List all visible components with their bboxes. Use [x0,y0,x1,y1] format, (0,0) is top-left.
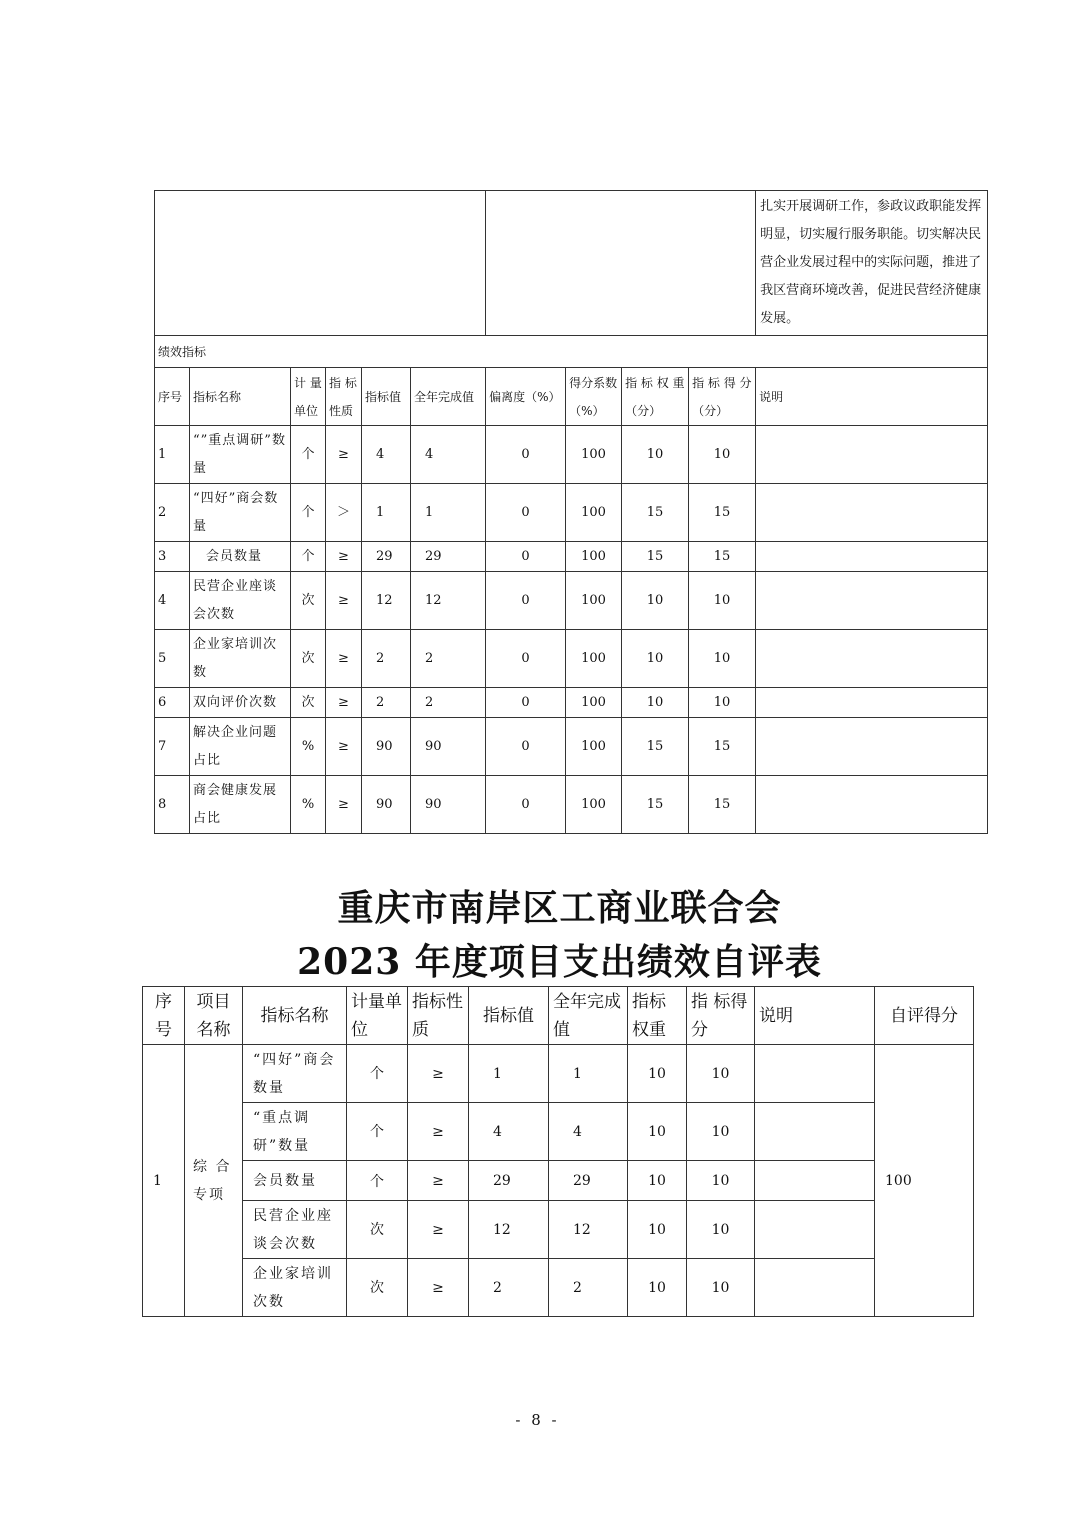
cell-score: 15 [689,718,756,776]
col-header-no: 序号 [155,368,190,426]
cell-actual: 4 [411,426,486,484]
cell-nature: ≥ [326,542,362,572]
cell-score: 15 [689,776,756,834]
cell-nature: ≥ [408,1161,469,1201]
table-row [155,776,988,834]
cell-name: 解决企业问题占比 [190,718,291,776]
cell-actual: 29 [411,542,486,572]
cell-target: 29 [469,1161,549,1201]
col-header-note: 说明 [756,368,988,426]
table-body [155,426,988,834]
page-number: - 8 - [515,1411,560,1429]
cell-dev: 0 [486,630,566,688]
cell-weight: 15 [622,776,689,834]
cell-weight: 10 [628,1161,687,1201]
table-header-row [143,987,974,1045]
cell-dev: 0 [486,718,566,776]
cell-nature: ≥ [326,718,362,776]
cell-note [756,484,988,542]
cell-target: 2 [469,1259,549,1317]
cell-no: 2 [155,484,190,542]
cell-unit: % [291,718,326,776]
cell-nature: ＞ [326,484,362,542]
cell-target: 4 [469,1103,549,1161]
cell-note [756,630,988,688]
cell-target: 12 [469,1201,549,1259]
cell-name: 双向评价次数 [190,688,291,718]
cell-name: “四好”商会数量 [243,1045,347,1103]
table-row [155,572,988,630]
report-title-line1: 重庆市南岸区工商业联合会 [337,887,782,929]
table-row [143,1103,974,1161]
col-header-actual: 全年完成值 [549,987,628,1045]
table-header-row [155,368,988,426]
cell-name: 民营企业座谈会次数 [243,1201,347,1259]
col-header-unit: 计 量单位 [291,368,326,426]
col-header-unit: 计量单位 [347,987,408,1045]
cell-score: 10 [687,1201,755,1259]
cell-note [756,572,988,630]
cell-unit: 个 [291,542,326,572]
cell-actual: 2 [411,630,486,688]
cell-unit: 个 [347,1045,408,1103]
cell-unit: 次 [291,572,326,630]
empty-cell [155,191,486,336]
cell-note [755,1045,875,1103]
cell-score: 10 [689,426,756,484]
cell-actual: 12 [549,1201,628,1259]
cell-actual: 90 [411,718,486,776]
cell-coef: 100 [566,484,622,542]
col-header-score: 指 标 得 分（分） [689,368,756,426]
cell-weight: 10 [628,1201,687,1259]
cell-note [755,1161,875,1201]
cell-score: 10 [689,688,756,718]
cell-score: 15 [689,542,756,572]
cell-target: 2 [362,630,411,688]
cell-unit: 个 [291,484,326,542]
cell-weight: 10 [622,630,689,688]
cell-no: 4 [155,572,190,630]
cell-target: 12 [362,572,411,630]
cell-score: 10 [687,1045,755,1103]
cell-unit: 个 [347,1103,408,1161]
col-header-actual: 全年完成值 [411,368,486,426]
cell-coef: 100 [566,718,622,776]
cell-name: 企业家培训次数 [243,1259,347,1317]
cell-coef: 100 [566,426,622,484]
cell-score: 10 [687,1161,755,1201]
table-row [155,542,988,572]
cell-coef: 100 [566,572,622,630]
col-header-score: 指 标得分 [687,987,755,1045]
cell-no: 8 [155,776,190,834]
col-header-coefficient: 得分系数（%） [566,368,622,426]
summary-text-cell: 扎实开展调研工作，参政议政职能发挥明显，切实履行服务职能。切实解决民营企业发展过程中的实际问题，推进了我区营商环境改善，促进民营经济健康发展。 [756,191,988,336]
cell-nature: ≥ [326,688,362,718]
cell-score: 10 [689,572,756,630]
cell-target: 90 [362,718,411,776]
table-row [155,426,988,484]
section-label: 绩效指标 [155,336,988,368]
cell-name: “四好”商会数量 [190,484,291,542]
cell-note [756,542,988,572]
cell-unit: % [291,776,326,834]
cell-weight: 10 [628,1045,687,1103]
empty-cell [486,191,756,336]
cell-dev: 0 [486,542,566,572]
cell-dev: 0 [486,572,566,630]
cell-actual: 4 [549,1103,628,1161]
cell-weight: 10 [628,1103,687,1161]
col-header-target: 指标值 [362,368,411,426]
cell-no: 1 [155,426,190,484]
table-row [155,630,988,688]
table-row [143,1161,974,1201]
cell-score: 10 [687,1103,755,1161]
col-header-project: 项目名称 [185,987,243,1045]
cell-weight: 15 [622,484,689,542]
col-header-total: 自评得分 [875,987,974,1045]
col-header-nature: 指 标性质 [326,368,362,426]
cell-coef: 100 [566,776,622,834]
cell-unit: 个 [347,1161,408,1201]
col-header-note: 说明 [755,987,875,1045]
cell-actual: 2 [411,688,486,718]
cell-target: 4 [362,426,411,484]
cell-nature: ≥ [408,1259,469,1317]
table-row [155,718,988,776]
table-row [155,688,988,718]
cell-project: 综 合专项 [185,1045,243,1317]
cell-nature: ≥ [326,776,362,834]
cell-nature: ≥ [326,572,362,630]
cell-actual: 1 [549,1045,628,1103]
cell-coef: 100 [566,688,622,718]
cell-no: 7 [155,718,190,776]
cell-no: 1 [143,1045,185,1317]
cell-unit: 次 [291,630,326,688]
cell-dev: 0 [486,484,566,542]
cell-note [756,426,988,484]
col-header-no: 序号 [143,987,185,1045]
col-header-weight: 指 标 权 重（分） [622,368,689,426]
table-body [143,1045,974,1317]
col-header-deviation: 偏离度（%） [486,368,566,426]
cell-no: 6 [155,688,190,718]
cell-target: 29 [362,542,411,572]
cell-actual: 29 [549,1161,628,1201]
cell-dev: 0 [486,688,566,718]
cell-target: 90 [362,776,411,834]
cell-name: 会员数量 [190,542,291,572]
self-evaluation-table [142,986,974,1317]
cell-target: 2 [362,688,411,718]
cell-note [756,688,988,718]
cell-no: 3 [155,542,190,572]
cell-note [755,1103,875,1161]
col-header-nature: 指标性质 [408,987,469,1045]
cell-dev: 0 [486,426,566,484]
report-title-line2: 2023 年度项目支出绩效自评表 [297,941,822,983]
cell-weight: 15 [622,718,689,776]
cell-coef: 100 [566,542,622,572]
cell-target: 1 [362,484,411,542]
cell-actual: 1 [411,484,486,542]
cell-note [756,718,988,776]
col-header-name: 指标名称 [190,368,291,426]
cell-actual: 2 [549,1259,628,1317]
cell-name: 企业家培训次数 [190,630,291,688]
cell-actual: 90 [411,776,486,834]
cell-nature: ≥ [408,1201,469,1259]
cell-nature: ≥ [408,1045,469,1103]
table-row [143,1201,974,1259]
col-header-weight: 指标权重 [628,987,687,1045]
cell-nature: ≥ [326,630,362,688]
cell-name: 民营企业座谈会次数 [190,572,291,630]
table-row [143,1045,974,1103]
cell-score: 15 [689,484,756,542]
table-row [143,1259,974,1317]
cell-weight: 10 [622,572,689,630]
cell-unit: 次 [291,688,326,718]
cell-note [756,776,988,834]
cell-nature: ≥ [408,1103,469,1161]
cell-dev: 0 [486,776,566,834]
cell-name: 商会健康发展占比 [190,776,291,834]
table-row [155,484,988,542]
cell-name: “重点调研”数量 [243,1103,347,1161]
cell-note [755,1259,875,1317]
cell-weight: 10 [622,688,689,718]
cell-target: 1 [469,1045,549,1103]
col-header-name: 指标名称 [243,987,347,1045]
cell-no: 5 [155,630,190,688]
cell-actual: 12 [411,572,486,630]
cell-self-score: 100 [875,1045,974,1317]
performance-indicator-table [154,190,988,834]
cell-weight: 10 [622,426,689,484]
cell-weight: 10 [628,1259,687,1317]
cell-name: 会员数量 [243,1161,347,1201]
cell-weight: 15 [622,542,689,572]
cell-unit: 个 [291,426,326,484]
cell-note [755,1201,875,1259]
cell-nature: ≥ [326,426,362,484]
cell-name: “”重点调研”数量 [190,426,291,484]
cell-coef: 100 [566,630,622,688]
cell-unit: 次 [347,1259,408,1317]
cell-unit: 次 [347,1201,408,1259]
cell-score: 10 [689,630,756,688]
table-row [155,191,988,336]
col-header-target: 指标值 [469,987,549,1045]
table-row [155,336,988,368]
cell-score: 10 [687,1259,755,1317]
